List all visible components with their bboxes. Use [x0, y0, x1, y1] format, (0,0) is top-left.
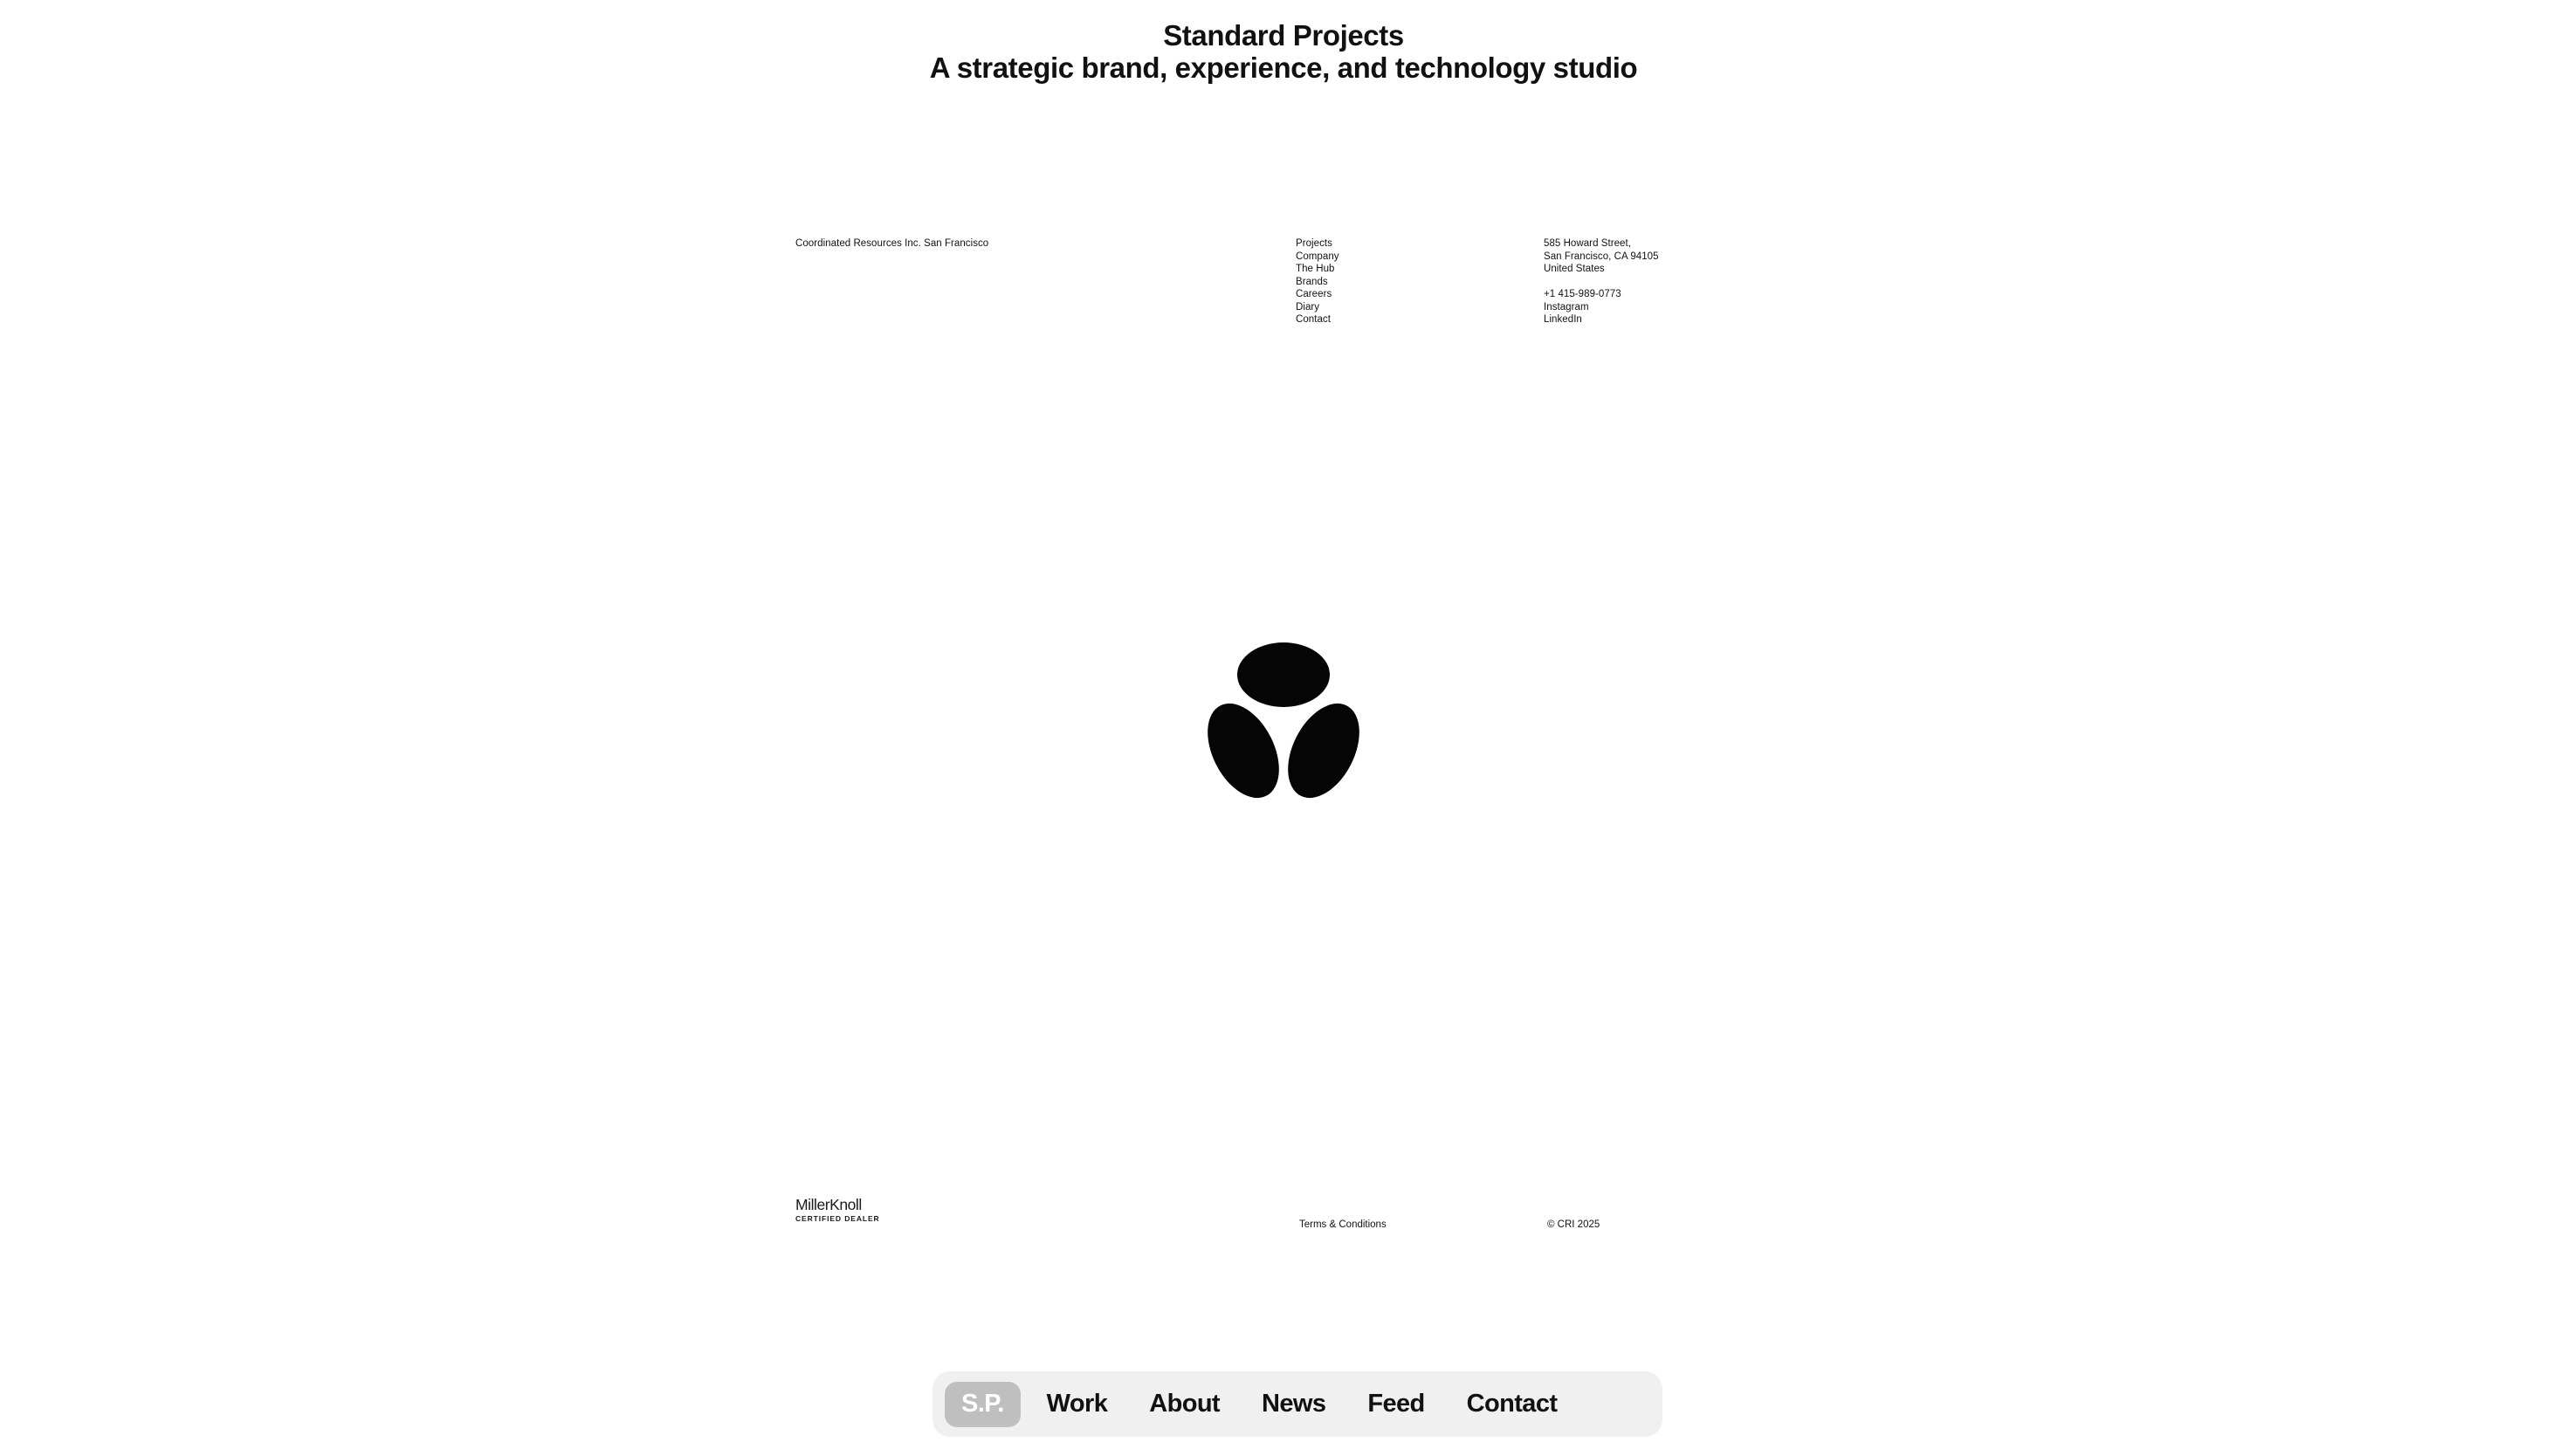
nav-link-diary[interactable]: Diary: [1296, 301, 1320, 312]
list-item: [1296, 313, 1339, 326]
copyright-text: © CRI 2025: [1547, 1219, 1600, 1230]
bottom-nav-item-about[interactable]: About: [1149, 1390, 1220, 1418]
millerknoll-subtitle: CERTIFIED DEALER: [795, 1214, 880, 1223]
nav-link-contact[interactable]: Contact: [1296, 314, 1331, 325]
terms-and-conditions-link[interactable]: Terms & Conditions: [1299, 1219, 1387, 1230]
trefoil-logo-icon: [1196, 637, 1371, 829]
list-item: [1296, 276, 1339, 289]
nav-link-careers[interactable]: Careers: [1296, 289, 1332, 299]
spacer: [1544, 276, 1659, 289]
page-tagline: A strategic brand, experience, and technology studio: [929, 52, 1638, 84]
site-nav-list: [1296, 237, 1339, 326]
footer-columns: [0, 237, 2567, 342]
linkedin-link[interactable]: LinkedIn: [1544, 314, 1582, 325]
list-item: [1296, 263, 1339, 276]
list-item: [1296, 288, 1339, 301]
millerknoll-certified-dealer-logo: [795, 1197, 900, 1224]
list-item: [1296, 237, 1339, 251]
bottom-nav-bar: [933, 1371, 1662, 1437]
nav-link-the-hub[interactable]: The Hub: [1296, 264, 1335, 274]
nav-link-brands[interactable]: Brands: [1296, 276, 1328, 287]
address-line-2: San Francisco, CA 94105: [1544, 251, 1659, 262]
footer-meta-row: [0, 1183, 2567, 1235]
company-column: [795, 237, 988, 251]
bottom-nav-item-feed[interactable]: Feed: [1367, 1390, 1425, 1418]
contact-column: [1544, 237, 1659, 326]
nav-link-company[interactable]: Company: [1296, 251, 1339, 262]
bottom-nav-item-work[interactable]: Work: [1046, 1390, 1108, 1418]
page-title: Standard Projects: [1163, 19, 1404, 52]
address-line-1: 585 Howard Street,: [1544, 238, 1631, 249]
site-nav-column: [1296, 237, 1339, 326]
address-line-3: United States: [1544, 264, 1605, 274]
bottom-nav-item-news[interactable]: News: [1262, 1390, 1326, 1418]
company-name: Coordinated Resources Inc. San Francisco: [795, 238, 989, 249]
bottom-nav-item-contact[interactable]: Contact: [1466, 1390, 1558, 1418]
page-header: [0, 19, 2567, 84]
nav-link-projects[interactable]: Projects: [1296, 238, 1332, 249]
list-item: [1296, 301, 1339, 314]
phone-number[interactable]: +1 415-989-0773: [1544, 289, 1621, 299]
list-item: [1296, 251, 1339, 264]
instagram-link[interactable]: Instagram: [1544, 301, 1589, 312]
bottom-nav-item-sp[interactable]: S.P.: [945, 1382, 1021, 1427]
millerknoll-wordmark: MillerKnoll: [795, 1196, 862, 1213]
brand-logo: [1196, 637, 1371, 829]
